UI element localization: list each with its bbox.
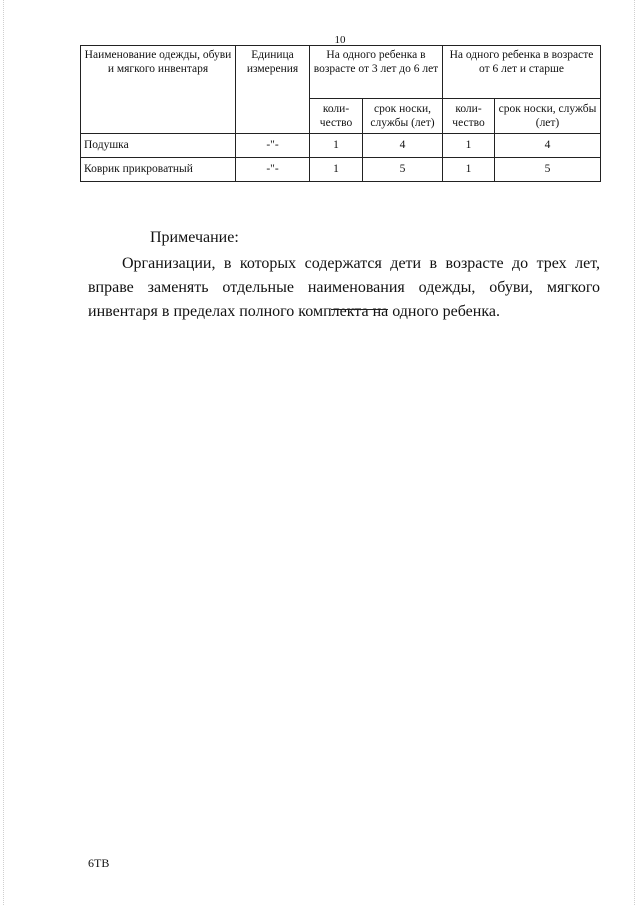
row-service-life-6-plus: 5 — [495, 158, 601, 182]
header-unit: Единица измерения — [236, 46, 310, 134]
table-header-row — [81, 46, 601, 99]
row-service-life-3-6: 5 — [363, 158, 443, 182]
row-item-name: Подушка — [81, 134, 236, 158]
row-unit: -"- — [236, 134, 310, 158]
scan-edge-right — [634, 0, 635, 905]
note-text: Организации, в которых содержатся дети в возрасте до трех лет, вправе заменять отдельные наименования одежды, обуви, мягкого инвентаря в пределах полного комплекта на одного ребенка. — [88, 255, 600, 320]
row-service-life-6-plus: 4 — [495, 134, 601, 158]
row-quantity-6-plus: 1 — [443, 134, 495, 158]
subheader-service-life-6-plus: срок носки, службы (лет) — [495, 99, 601, 134]
footer-code: 6ТВ — [88, 856, 110, 870]
subheader-service-life-3-6: срок носки, службы (лет) — [363, 99, 443, 134]
table-row — [81, 158, 601, 182]
row-quantity-3-6: 1 — [310, 134, 363, 158]
supplies-table — [80, 45, 601, 182]
subheader-quantity-3-6: коли-чество — [310, 99, 363, 134]
row-quantity-6-plus: 1 — [443, 158, 495, 182]
end-of-document-line — [331, 309, 388, 310]
table-row — [81, 134, 601, 158]
note-title: Примечание: — [150, 229, 239, 246]
row-item-name: Коврик прикроватный — [81, 158, 236, 182]
subheader-quantity-6-plus: коли-чество — [443, 99, 495, 134]
scan-edge-left — [3, 0, 4, 905]
row-service-life-3-6: 4 — [363, 134, 443, 158]
row-unit: -"- — [236, 158, 310, 182]
header-age-6-plus: На одного ребенка в возрасте от 6 лет и старше — [443, 46, 601, 99]
row-quantity-3-6: 1 — [310, 158, 363, 182]
page-number: 10 — [334, 34, 346, 46]
header-item-name: Наименование одежды, обуви и мягкого инвентаря — [81, 46, 236, 134]
header-age-3-6: На одного ребенка в возрасте от 3 лет до 6 лет — [310, 46, 443, 99]
